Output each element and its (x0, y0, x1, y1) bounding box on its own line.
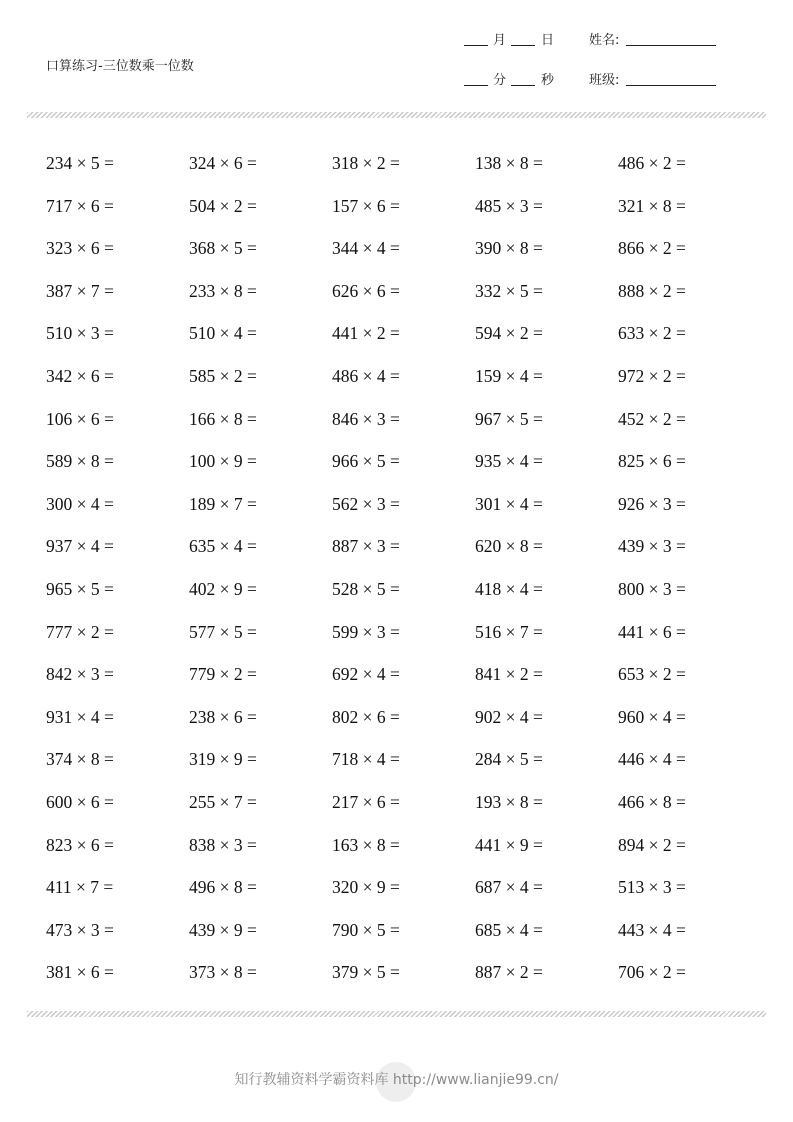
problem-cell: 594 × 2 = (475, 323, 543, 344)
problem-cell: 931 × 4 = (46, 706, 114, 727)
problem-cell: 846 × 3 = (332, 408, 400, 429)
problem-cell: 411 × 7 = (46, 877, 114, 898)
problem-cell: 390 × 8 = (475, 238, 543, 259)
problem-cell: 374 × 8 = (46, 749, 114, 770)
problem-row (46, 355, 761, 398)
problem-cell: 373 × 8 = (189, 962, 257, 983)
problem-row (46, 227, 761, 270)
problem-cell: 300 × 4 = (46, 493, 114, 514)
name-label: 姓名: (589, 33, 620, 48)
problem-cell: 802 × 6 = (332, 706, 400, 727)
problem-cell: 935 × 4 = (475, 451, 543, 472)
problem-cell: 387 × 7 = (46, 280, 114, 301)
name-blank[interactable] (626, 45, 716, 46)
problem-cell: 301 × 4 = (475, 493, 543, 514)
problem-cell: 466 × 8 = (618, 791, 686, 812)
problem-cell: 342 × 6 = (46, 365, 114, 386)
problem-row (46, 866, 761, 909)
problem-cell: 825 × 6 = (618, 451, 686, 472)
problem-row (46, 568, 761, 611)
problem-cell: 718 × 4 = (332, 749, 400, 770)
problem-cell: 838 × 3 = (189, 834, 257, 855)
problem-cell: 163 × 8 = (332, 834, 400, 855)
problem-row (46, 483, 761, 526)
problem-cell: 159 × 4 = (475, 365, 543, 386)
problem-cell: 965 × 5 = (46, 578, 114, 599)
month-label: 月 (493, 33, 507, 48)
problem-cell: 452 × 2 = (618, 408, 686, 429)
problem-cell: 138 × 8 = (475, 153, 543, 173)
problem-cell: 779 × 2 = (189, 664, 257, 685)
problem-cell: 823 × 6 = (46, 834, 114, 855)
problem-cell: 685 × 4 = (475, 919, 543, 940)
problem-cell: 599 × 3 = (332, 621, 400, 642)
problem-grid (46, 142, 761, 994)
problem-cell: 866 × 2 = (618, 238, 686, 259)
problem-cell: 510 × 3 = (46, 323, 114, 344)
problem-cell: 381 × 6 = (46, 962, 114, 983)
problem-cell: 687 × 4 = (475, 877, 543, 898)
problem-row (46, 738, 761, 781)
problem-row (46, 142, 761, 185)
problem-cell: 321 × 8 = (618, 195, 686, 216)
problem-cell: 189 × 7 = (189, 493, 257, 514)
problem-cell: 626 × 6 = (332, 280, 400, 301)
problem-row (46, 312, 761, 355)
problem-cell: 692 × 4 = (332, 664, 400, 685)
problem-cell: 255 × 7 = (189, 791, 257, 812)
problem-row (46, 781, 761, 824)
problem-cell: 562 × 3 = (332, 493, 400, 514)
minute-blank[interactable] (464, 85, 488, 86)
problem-row (46, 824, 761, 867)
problem-cell: 887 × 3 = (332, 536, 400, 557)
problem-cell: 902 × 4 = (475, 706, 543, 727)
problem-cell: 653 × 2 = (618, 664, 686, 685)
problem-cell: 967 × 5 = (475, 408, 543, 429)
worksheet-title: 口算练习-三位数乘一位数 (46, 59, 194, 74)
problem-cell: 516 × 7 = (475, 621, 543, 642)
problem-cell: 441 × 2 = (332, 323, 400, 344)
problem-cell: 510 × 4 = (189, 323, 257, 344)
day-blank[interactable] (511, 45, 535, 46)
problem-cell: 600 × 6 = (46, 791, 114, 812)
problem-cell: 402 × 9 = (189, 578, 257, 599)
problem-row (46, 525, 761, 568)
class-blank[interactable] (626, 85, 716, 86)
problem-cell: 441 × 9 = (475, 834, 543, 855)
problem-cell: 887 × 2 = (475, 962, 543, 983)
problem-cell: 894 × 2 = (618, 834, 686, 855)
problem-cell: 332 × 5 = (475, 280, 543, 301)
problem-cell: 344 × 4 = (332, 238, 400, 259)
problem-cell: 972 × 2 = (618, 365, 686, 386)
problem-row (46, 398, 761, 441)
problem-cell: 106 × 6 = (46, 408, 114, 429)
problem-cell: 319 × 9 = (189, 749, 257, 770)
problem-cell: 193 × 8 = (475, 791, 543, 812)
problem-cell: 777 × 2 = (46, 621, 114, 642)
problem-row (46, 951, 761, 994)
problem-cell: 368 × 5 = (189, 238, 257, 259)
problem-cell: 888 × 2 = (618, 280, 686, 301)
problem-cell: 100 × 9 = (189, 451, 257, 472)
problem-row (46, 909, 761, 952)
problem-cell: 528 × 5 = (332, 578, 400, 599)
problem-cell: 217 × 6 = (332, 791, 400, 812)
problem-cell: 379 × 5 = (332, 962, 400, 983)
problem-cell: 496 × 8 = (189, 877, 257, 898)
problem-cell: 238 × 6 = (189, 706, 257, 727)
problem-cell: 439 × 9 = (189, 919, 257, 940)
problem-row (46, 270, 761, 313)
problem-cell: 284 × 5 = (475, 749, 543, 770)
problem-cell: 446 × 4 = (618, 749, 686, 770)
problem-cell: 441 × 6 = (618, 621, 686, 642)
problem-cell: 443 × 4 = (618, 919, 686, 940)
problem-cell: 234 × 5 = (46, 153, 114, 173)
bottom-divider (27, 1011, 766, 1017)
problem-cell: 323 × 6 = (46, 238, 114, 259)
day-label: 日 (541, 33, 555, 48)
problem-cell: 157 × 6 = (332, 195, 400, 216)
second-label: 秒 (541, 73, 555, 88)
problem-cell: 513 × 3 = (618, 877, 686, 898)
problem-cell: 585 × 2 = (189, 365, 257, 386)
problem-cell: 633 × 2 = (618, 323, 686, 344)
problem-cell: 485 × 3 = (475, 195, 543, 216)
footer-text: 知行教辅资料学霸资料库 http://www.lianjie99.cn/ (234, 1072, 559, 1088)
problem-cell: 473 × 3 = (46, 919, 114, 940)
problem-cell: 937 × 4 = (46, 536, 114, 557)
problem-cell: 486 × 2 = (618, 153, 686, 173)
problem-cell: 620 × 8 = (475, 536, 543, 557)
problem-cell: 233 × 8 = (189, 280, 257, 301)
problem-row (46, 653, 761, 696)
problem-cell: 577 × 5 = (189, 621, 257, 642)
problem-cell: 486 × 4 = (332, 365, 400, 386)
problem-cell: 320 × 9 = (332, 877, 400, 898)
minute-label: 分 (493, 73, 507, 88)
problem-cell: 318 × 2 = (332, 153, 400, 173)
problem-cell: 439 × 3 = (618, 536, 686, 557)
problem-cell: 324 × 6 = (189, 153, 257, 173)
problem-cell: 166 × 8 = (189, 408, 257, 429)
problem-row (46, 611, 761, 654)
problem-cell: 706 × 2 = (618, 962, 686, 983)
problem-cell: 418 × 4 = (475, 578, 543, 599)
problem-cell: 926 × 3 = (618, 493, 686, 514)
problem-row (46, 185, 761, 228)
problem-cell: 960 × 4 = (618, 706, 686, 727)
problem-cell: 717 × 6 = (46, 195, 114, 216)
class-label: 班级: (589, 73, 620, 88)
problem-cell: 800 × 3 = (618, 578, 686, 599)
problem-cell: 841 × 2 = (475, 664, 543, 685)
problem-cell: 504 × 2 = (189, 195, 257, 216)
problem-row (46, 696, 761, 739)
problem-cell: 589 × 8 = (46, 451, 114, 472)
problem-cell: 635 × 4 = (189, 536, 257, 557)
problem-cell: 966 × 5 = (332, 451, 400, 472)
problem-row (46, 440, 761, 483)
problem-cell: 842 × 3 = (46, 664, 114, 685)
problem-cell: 790 × 5 = (332, 919, 400, 940)
second-blank[interactable] (511, 85, 535, 86)
month-blank[interactable] (464, 45, 488, 46)
top-divider (27, 112, 766, 118)
